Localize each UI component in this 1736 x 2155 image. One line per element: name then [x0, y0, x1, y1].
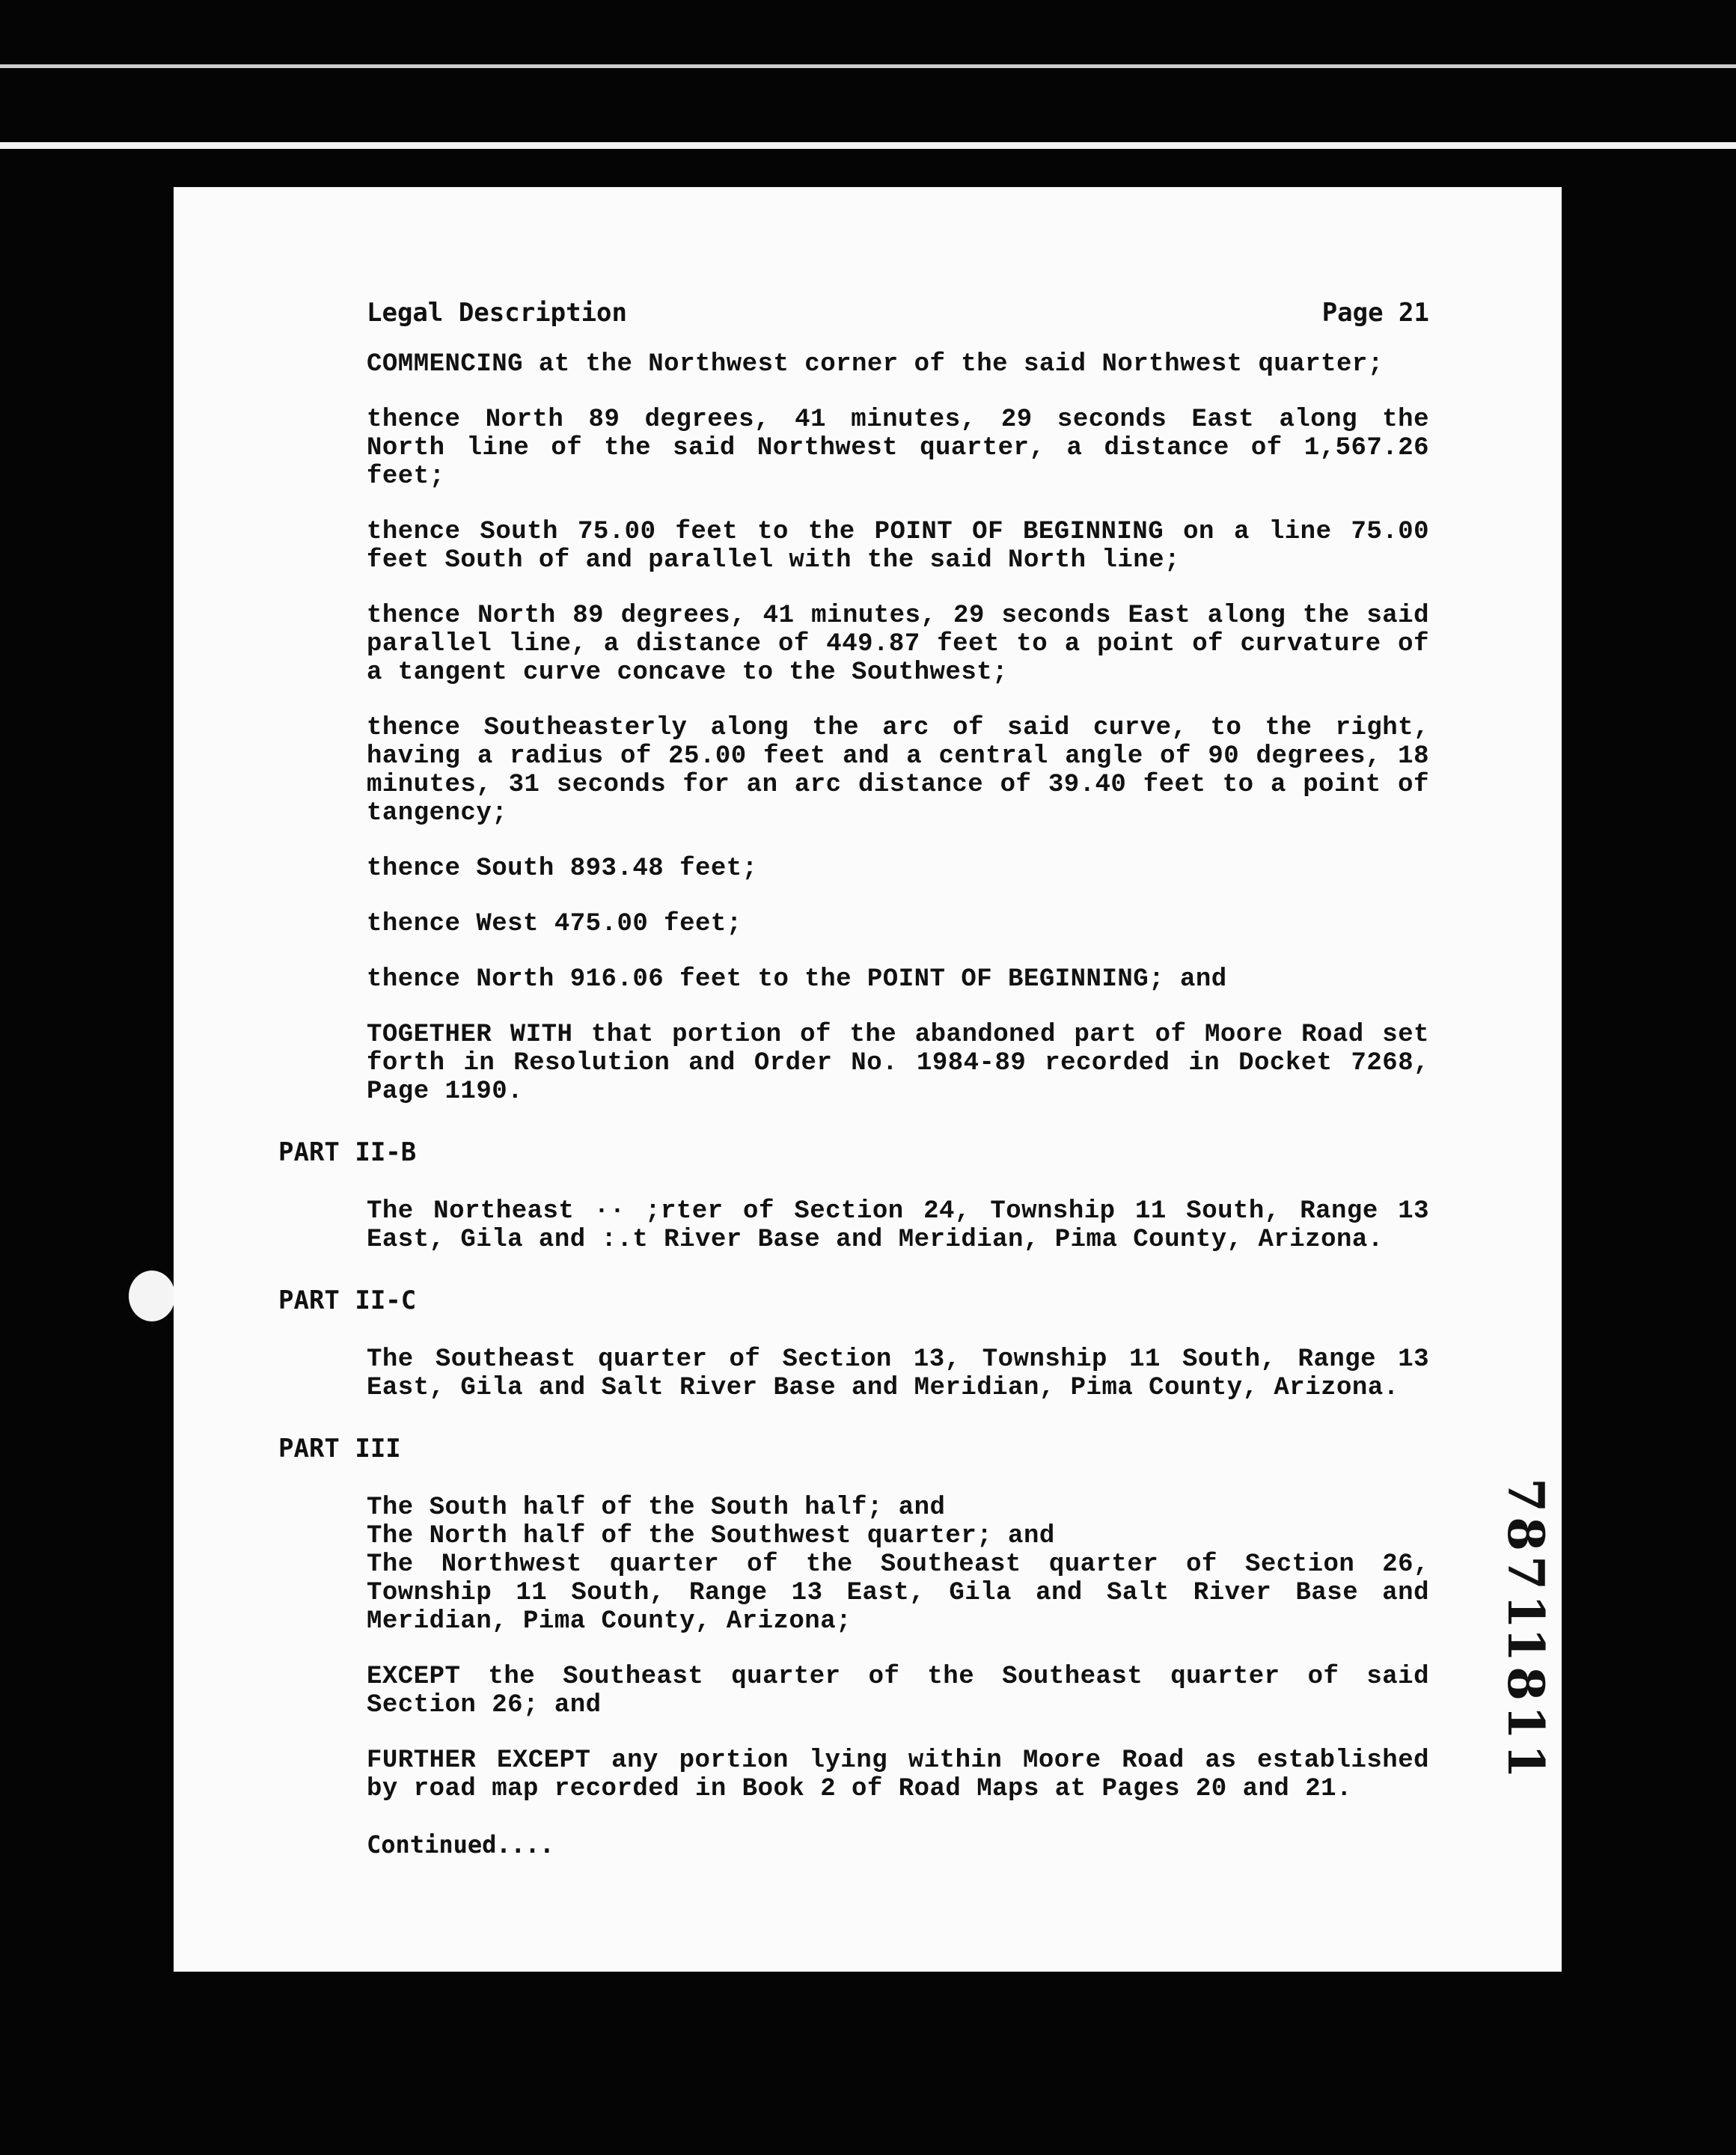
paragraph-curve: thence Southeasterly along the arc of said curve, to the right, having a radius of 25.00 feet and a central angle of 90 degrees, 18 minutes, 31 seconds for an arc distance of 39.40 feet to a point of tangency; [367, 714, 1429, 828]
paragraph-commencing: COMMENCING at the Northwest corner of the said Northwest quarter; [367, 350, 1384, 379]
part-3-line: The South half of the South half; and [367, 1494, 946, 1522]
part-heading-3: PART III [278, 1434, 401, 1464]
paragraph-course-2: thence South 75.00 feet to the POINT OF BEGINNING on a line 75.00 feet South of and parallel with the said North line; [367, 518, 1429, 575]
page-content [278, 298, 1429, 1859]
paragraph-course-3: thence North 89 degrees, 41 minutes, 29 seconds East along the said parallel line, a distance of 449.87 feet to a point of curvature of a tangent curve concave to the Southwest; [367, 602, 1429, 687]
page-number-stamp: 1811 [1496, 1627, 1555, 1783]
page-header [367, 298, 1429, 328]
part-3-line: The North half of the Southwest quarter; and [367, 1522, 1055, 1550]
part-heading-2c: PART II-C [278, 1286, 417, 1315]
paragraph-course-north: thence North 916.06 feet to the POINT OF BEGINNING; and [367, 965, 1227, 994]
part-3-further-except: FURTHER EXCEPT any portion lying within Moore Road as established by road map recorded in Book 2 of Road Maps at Pages 20 and 21. [367, 1746, 1429, 1803]
part-heading-2b: PART II-B [278, 1137, 417, 1167]
paragraph-course-south: thence South 893.48 feet; [367, 855, 758, 883]
punch-hole [129, 1271, 175, 1321]
paragraph-together-with: TOGETHER WITH that portion of the abandoned part of Moore Road set forth in Resolution and Order No. 1984-89 recorded in Docket 7268, Page 1190. [367, 1021, 1429, 1106]
part-3-line: The Northwest quarter of the Southeast quarter of Section 26, Township 11 South, Range 13 East, Gila and Salt River Base and Meridian, Pima County, Arizona; [367, 1550, 1429, 1636]
document-title: Legal Description [367, 298, 627, 328]
part-2c-description: The Southeast quarter of Section 13, Township 11 South, Range 13 East, Gila and Salt River Base and Meridian, Pima County, Arizona. [367, 1345, 1429, 1402]
paragraph-course-1: thence North 89 degrees, 41 minutes, 29 seconds East along the North line of the said Northwest quarter, a distance of 1,567.26 feet; [367, 406, 1429, 491]
part-3-except: EXCEPT the Southeast quarter of the Southeast quarter of said Section 26; and [367, 1663, 1429, 1720]
part-2b-description: The Northeast ·· ;rter of Section 24, Township 11 South, Range 13 East, Gila and :.t River Base and Meridian, Pima County, Arizona. [367, 1197, 1429, 1254]
scan-edge-line [0, 142, 1736, 149]
document-page [174, 187, 1562, 1972]
paragraph-course-west: thence West 475.00 feet; [367, 910, 742, 938]
page-number: Page 21 [1321, 298, 1429, 328]
docket-number-stamp: 7871 [1496, 1478, 1555, 1633]
scan-edge-line [0, 64, 1736, 68]
continued-note: Continued.... [367, 1830, 554, 1859]
part-3-lines [367, 1494, 1429, 1550]
